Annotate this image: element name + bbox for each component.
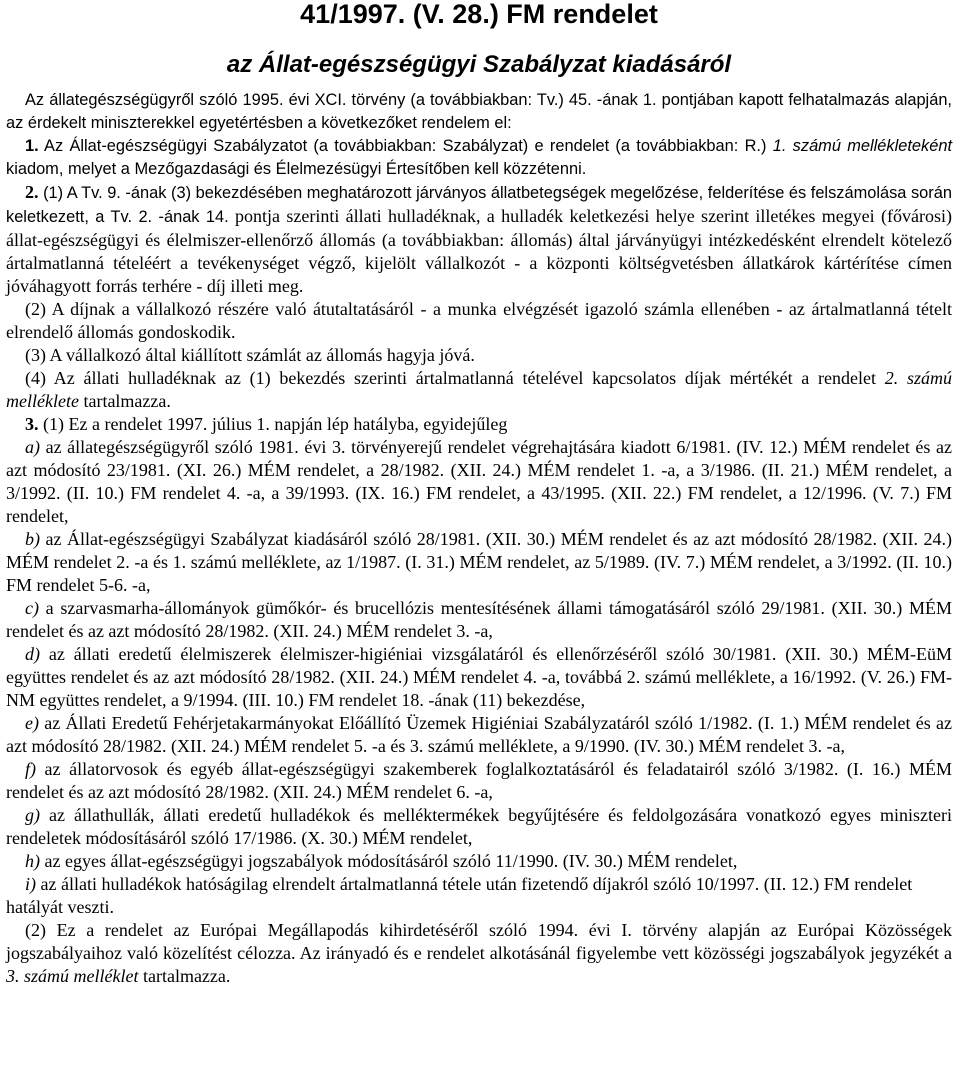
item-letter: c): [25, 598, 39, 618]
section-2-paragraph-4: [6, 367, 952, 413]
item-text: az állatorvosok és egyéb állat-egészségügyi szakemberek foglalkoztatásáról és feladatairól szóló 3/1982. (I. 16.) MÉM rendelet és az azt módosító 28/1982. (XII. 24.) MÉM rendelet 6. -a,: [6, 759, 952, 802]
item-text: az állati hulladékok hatóságilag elrendelt ártalmatlanná tétele után fizetendő díjakról szóló 10/1997. (II. 12.) FM rendelet: [36, 874, 913, 894]
section-1-number: 1.: [25, 137, 39, 155]
item-text: az egyes állat-egészségügyi jogszabályok módosításáról szóló 11/1990. (IV. 30.) MÉM rendelet,: [40, 851, 738, 871]
item-letter: d): [25, 644, 40, 664]
repeal-item-a: [6, 436, 952, 528]
section-1-paragraph: [6, 135, 952, 181]
section-2-p4-text-b: tartalmazza.: [78, 391, 171, 411]
section-2-number: 2.: [25, 182, 39, 202]
section-3-closing: hatályát veszti.: [6, 897, 114, 917]
repeal-item-c: [6, 597, 952, 643]
section-3-intro: [6, 413, 952, 436]
item-text: a szarvasmarha-állományok gümőkór- és brucellózis mentesítésének állami támogatásáról szóló 29/1981. (XII. 30.) MÉM rendelet és az azt módosító 28/1982. (XII. 24.) MÉM rendelet 3. -a,: [6, 598, 952, 641]
repeal-item-e: [6, 712, 952, 758]
document-title: 41/1997. (V. 28.) FM rendelet: [300, 0, 658, 29]
item-letter: e): [25, 713, 39, 733]
repeal-item-h: [6, 850, 952, 873]
item-text: az Állati Eredetű Fehérjetakarmányokat Előállító Üzemek Higiéniai Szabályzatáról szóló 1/1982. (I. 1.) MÉM rendelet és az azt módosító 28/1982. (XII. 24.) MÉM rendelet 5. -a és 3. számú melléklete, a 9/1990. (IV. 30.) MÉM rendelet 3. -a,: [6, 713, 952, 756]
section-3-intro-text: (1) Ez a rendelet 1997. július 1. napján lép hatályba, egyidejűleg: [38, 414, 508, 434]
item-letter: i): [25, 874, 36, 894]
item-letter: g): [25, 805, 40, 825]
item-letter: h): [25, 851, 40, 871]
section-1-text-b: kiadom, melyet a Mezőgazdasági és Élelmezésügyi Értesítőben kell közzétenni.: [6, 160, 587, 178]
item-text: az Állat-egészségügyi Szabályzat kiadásáról szóló 28/1981. (XII. 30.) MÉM rendelet és az azt módosító 28/1982. (XII. 24.) MÉM rendelet 2. -a és 1. számú melléklete, az 1/1987. (I. 31.) MÉM rendelet, az 5/1989. (IV. 7.) MÉM rendelet, a 3/1992. (II. 10.) FM rendelet 5-6. -a,: [6, 529, 952, 595]
section-2-text-b: pontja szerinti állati hulladéknak, a hulladék keletkezési helye szerint illetékes megyei (fővárosi) állat-egészségügyi és élelmiszer-ellenőrző állomás (a továbbiakban: állomás) által járványügyi intézkedésként elrendelt kötelező ártalmatlanná tételéért a tevékenységet végző, kijelölt vállalkozót - a központi költségvetésben állatkárok kártérítése címen jóváhagyott forrás terhére - díj illeti meg.: [6, 206, 952, 296]
section-2-p4-italic: 2. számú melléklete: [6, 368, 952, 411]
section-2-paragraph-3: (3) A vállalkozó által kiállított számlát az állomás hagyja jóvá.: [25, 345, 475, 365]
section-2-text-a: (1) A Tv. 9. -ának (3) bekezdésében meghatározott járványos állatbetegségek megelőzése, felderítése és felszámolása során keletkezett, a Tv. 2. -ának 14.: [6, 184, 952, 226]
preamble-paragraph: Az állategészségügyről szóló 1995. évi XCI. törvény (a továbbiakban: Tv.) 45. -ának 1. pontjában kapott felhatalmazás alapján, az érdekelt miniszterekkel egyetértésben a következőket rendelem el:: [6, 91, 952, 132]
item-letter: f): [25, 759, 36, 779]
repeal-item-g: [6, 804, 952, 850]
section-3-number: 3.: [25, 414, 39, 434]
section-1-text-a: Az Állat-egészségügyi Szabályzatot (a továbbiakban: Szabályzat) e rendelet (a továbbiakban: R.): [38, 137, 773, 155]
section-3-paragraph-2: [6, 919, 952, 988]
section-3-p2-text-b: tartalmazza.: [138, 966, 231, 986]
item-letter: b): [25, 529, 40, 549]
section-3-p2-italic: 3. számú melléklet: [6, 966, 139, 986]
section-2-paragraph-1: [6, 181, 952, 298]
item-text: az állategészségügyről szóló 1981. évi 3. törvényerejű rendelet végrehajtására kiadott 6/1981. (IV. 12.) MÉM rendelet és az azt módosító 23/1981. (XI. 26.) MÉM rendelet, a 28/1982. (XII. 24.) MÉM rendelet 1. -a, a 3/1986. (II. 21.) MÉM rendelet, a 3/1992. (II. 10.) FM rendelet 4. -a, a 39/1993. (IX. 16.) FM rendelet, a 43/1995. (XII. 22.) FM rendelet, a 12/1996. (V. 7.) FM rendelet,: [6, 437, 952, 526]
item-text: az állati eredetű élelmiszerek élelmiszer-higiéniai vizsgálatáról és ellenőrzéséről szóló 30/1981. (XII. 30.) MÉM-EüM együttes rendelet és az azt módosító 28/1982. (XII. 24.) MÉM rendelet 4. -a, továbbá 2. számú melléklete, a 16/1992. (V. 26.) FM-NM együttes rendelet, a 9/1994. (III. 10.) FM rendelet 18. -ának (11) bekezdése,: [6, 644, 952, 710]
repeal-item-b: [6, 528, 952, 597]
section-3-p2-text-a: (2) Ez a rendelet az Európai Megállapodás kihirdetéséről szóló 1994. évi I. törvény alapján az Európai Közösségek jogszabályaihoz való közelítést célozza. Az irányadó és e rendelet alkotásánál figyelembe vett közösségi jogszabályok jegyzékét a: [6, 920, 952, 963]
repeal-item-i: [6, 873, 952, 896]
document-subtitle: az Állat-egészségügyi Szabályzat kiadásáról: [226, 51, 732, 78]
section-2-p4-text-a: (4) Az állati hulladéknak az (1) bekezdés szerinti ártalmatlanná tételével kapcsolatos díjak mértékét a rendelet: [25, 368, 885, 388]
section-2-paragraph-2: (2) A díjnak a vállalkozó részére való átutaltatásáról - a munka elvégzését igazoló számla ellenében - az ártalmatlanná tételt elrendelő állomás gondoskodik.: [6, 299, 952, 342]
item-letter: a): [25, 437, 40, 457]
item-text: az állathullák, állati eredetű hulladékok és melléktermékek begyűjtésére és feldolgozására vonatkozó egyes miniszteri rendeletek módosításáról szóló 17/1986. (X. 30.) MÉM rendelet,: [6, 805, 952, 848]
repeal-item-f: [6, 758, 952, 804]
repeal-item-d: [6, 643, 952, 712]
section-1-italic: 1. számú mellékleteként: [772, 137, 952, 155]
